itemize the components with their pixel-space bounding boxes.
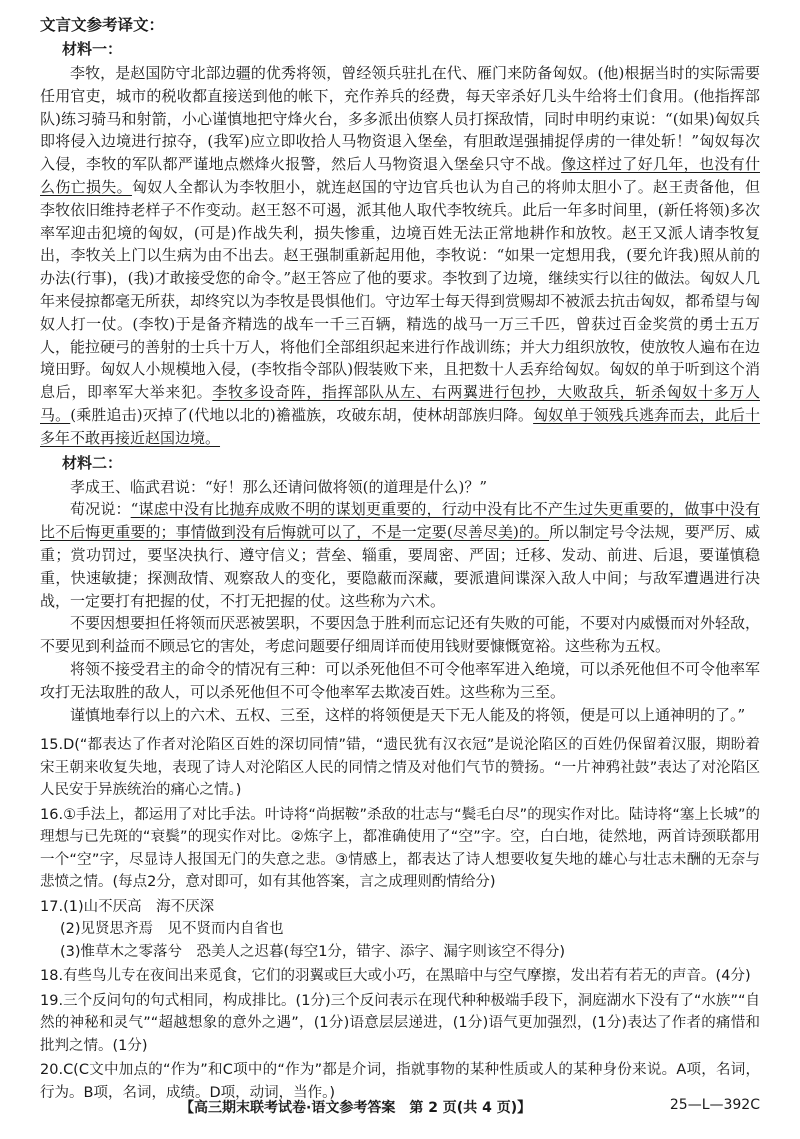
answer-16 [40, 804, 760, 894]
material1-part3: 匈奴人全都认为李牧胆小，就连赵国的守边官兵也认为自己的将帅太胆小了。赵王责备他，但李牧依旧维持老样子不作变动。赵王怒不可遏，派其他人取代李牧统兵。此后一年多时间里，(新任将领)多次率军迎击犯境的匈奴，(可是)作战失利，损失惨重，边境百姓无法正常地耕作和放牧。赵王又派人请李牧复出，李牧关上门以生病为由不出去。赵王强制重新起用他，李牧说：“如果一定想用我，(要允许我)照从前的办法(行事)，(我)才敢接受您的命令。”赵王答应了他的要求。李牧到了边境，继续实行以往的做法。匈奴人几年来侵掠都毫无所获，却终究以为李牧是畏惧他们。守边军士每天得到赏赐却不被派去抗击匈奴，都希望与匈奴人打一仗。(李牧)于是备齐精选的战车一千三百辆，精选的战马一万三千匹，曾获过百金奖赏的勇士五万人，能拉硬弓的善射的士兵十万人，将他们全部组织起来进行作战训练；并大力组织放牧，使放牧人遍布在边境田野。匈奴人小规模地入侵，(李牧指令部队)假装败下来，且把数十人丢弃给匈奴。匈奴的单于听到这个消息后，即率军大举来犯。 [40, 177, 761, 402]
answer-19 [40, 990, 760, 1058]
material1-part1: 李牧，是赵国防守北部边疆的优秀将领，曾经领兵驻扎在代、雁门来防备匈奴。(他)根据当时的实际需要任用官吏，城市的税收都直接送到他的帐下，充作养兵的经费，每天宰杀好几头牛给将士们食用。(他指挥部队)练习骑马和射箭，小心谨慎地把守烽火台，多多派出侦察人员打探敌情，同时申明约束说：“(如果)匈奴兵即将侵入边境进行掠夺，(我军)应立即收拾人马物资退入堡垒，有胆敢逞强捕捉俘虏的一律处斩！”匈奴每次入侵，李牧的军队都严谨地点燃烽火报警，然后人马物资退入堡垒只守不战。 [40, 64, 760, 174]
page-footer [40, 1097, 760, 1123]
material2-p2-lead: 荀况说： [70, 500, 131, 519]
answer-number: 17. [40, 898, 64, 915]
answer-text: 三个反问句的句式相同，构成排比。(1分)三个反问表示在现代种种极端手段下，洞庭湖水下没有了“水族”“自然的神秘和灵气”“超越想象的意外之遇”，(1分)语意层层递进，(1分)语气更加强烈，(1分)表达了作者的痛惜和批判之情。(1分) [40, 992, 760, 1054]
material1-text [40, 62, 760, 450]
material1-title: 材料一： [62, 40, 123, 58]
answer-number: 20. [40, 1062, 64, 1079]
answer-18 [40, 965, 760, 988]
material2-p2-underlined: “谋虑中没有比抛弃成败不明的谋划更重要的，行动中没有比不产生过失更重要的，做事中没有比不后悔更重要的；事情做到没有后悔就可以了，不是一定要(尽善尽美)的。 [40, 500, 760, 542]
answer-number: 19. [40, 992, 64, 1009]
answer-17-line-3: (3)惟草木之零落兮 恐美人之迟暮(每空1分，错字、添字、漏字则该空不得分) [60, 943, 566, 960]
answer-text: ①手法上，都运用了对比手法。叶诗将“尚据鞍”杀敌的壮志与“鬓毛白尽”的现实作对比。陆诗将“塞上长城”的理想与已先斑的“衰鬓”的现实作对比。②炼字上，都准确使用了“空”字。空，白白地，徒然地，两首诗颈联都用一个“空”字，尽显诗人报国无门的失意之悲。③情感上，都表达了诗人想要收复失地的雄心与壮志未酬的无奈与悲愤之情。(每点2分，意对即可，如有其他答案，言之成理则酌情给分) [40, 806, 760, 891]
answer-text: 有些鸟儿专在夜间出来觅食，它们的羽翼或巨大或小巧，在黑暗中与空气摩擦，发出若有若无的声音。(4分) [63, 968, 751, 985]
answer-number: 18. [40, 968, 64, 985]
material2-p2-rest: 所以制定号令法规，要严厉、威重；赏功罚过，要坚决执行、遵守信义；营垒、辎重，要周密、严固；迁移、发动、前进、后退，要谨慎稳重，快速敏捷；探测敌情、观察敌人的变化，要隐蔽而深藏，要派遣间谍深入敌人中间；与敌军遭遇进行决战，一定要打有把握的仗，不打无把握的仗。这些称为六术。 [40, 523, 760, 610]
material2-para-4: 将领不接受君主的命令的情况有三种：可以杀死他但不可令他率军进入绝境，可以杀死他但不可令他率军攻打无法取胜的敌人，可以杀死他但不可令他率军去欺凌百姓。这些称为三至。 [40, 659, 761, 701]
section-heading: 文言文参考译文： [40, 16, 165, 34]
answer-text: C(C文中加点的“作为”和C项中的“作为”都是介词，指就事物的某种性质或人的某种身份来说。A项，名词，行为。B项，名词，成绩。D项，动词，当作。) [40, 1062, 760, 1101]
answer-17 [40, 896, 760, 964]
material2-para-3: 不要因想要担任将领而厌恶被罢职，不要因急于胜利而忘记还有失败的可能，不要对内威慑而对外轻敌，不要见到利益而不顾忌它的害处，考虑问题要仔细周详而使用钱财要慷慨宽裕。这些称为五权。 [40, 614, 761, 656]
material2-para-2 [40, 498, 760, 612]
material1-part6-underlined: 匈奴单于领残兵逃奔而去，此后十多年不敢再接近赵国边境。 [40, 405, 760, 447]
answer-text: D(“都表达了作者对沦陷区百姓的深切同情”错，“遗民犹有汉衣冠”是说沦陷区的百姓仍保留着汉服，期盼着宋王朝来收复失地，表现了诗人对沦陷区人民的同情之情及对他们气节的赞扬。“一片神鸦社鼓”表达了对沦陷区人民安于异族统治的痛心之情。) [40, 737, 760, 799]
material1-part2-underlined: 像这样过了好几年，也没有什么伤亡损失。 [40, 155, 760, 196]
material2-para-5: 谨慎地奉行以上的六术、五权、三至，这样的将领便是天下无人能及的将领，便是可以上通神明的了。” [70, 705, 746, 724]
answer-15 [40, 734, 760, 802]
footer-code: 25—L—392C [669, 1097, 760, 1113]
material2-para-1: 孝成王、临武君说：“好！那么还请问做将领(的道理是什么)？” [70, 477, 488, 496]
answer-number: 16. [40, 806, 64, 823]
answer-number: 15. [40, 737, 64, 754]
material2-title: 材料二： [62, 453, 123, 472]
material1-part4-underlined: 李牧多设奇阵，指挥部队从左、右两翼进行包抄，大败敌兵，斩杀匈奴十多万人马。 [40, 383, 760, 424]
material1-part5: (乘胜追击)灭掉了(代地以北的)襜褴族，攻破东胡，使林胡部族归降。 [70, 405, 534, 424]
answer-17-line-2: (2)见贤思齐焉 见不贤而内自省也 [60, 921, 284, 938]
answer-17-line-1: (1)山不厌高 海不厌深 [63, 898, 215, 915]
footer-title: 【高三期末联考试卷·语文参考答案 第 2 页(共 4 页)】 [180, 1100, 532, 1116]
